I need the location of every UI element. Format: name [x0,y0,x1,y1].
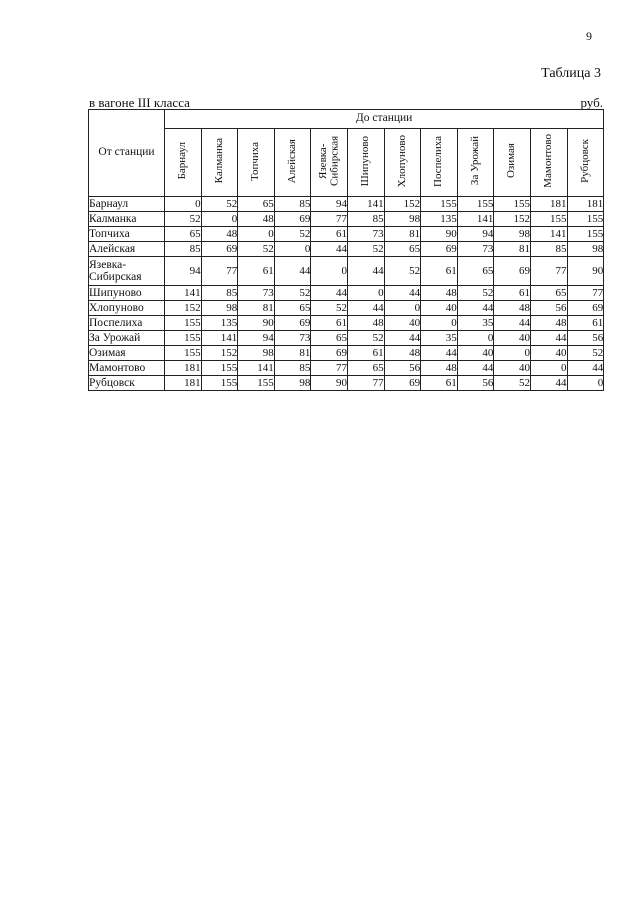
fare-cell: 155 [567,212,604,227]
fare-cell: 85 [530,242,567,257]
fare-cell: 56 [530,301,567,316]
fare-cell: 48 [201,227,238,242]
fare-cell: 152 [384,197,421,212]
fare-cell: 141 [201,331,238,346]
fare-cell: 52 [347,242,384,257]
fare-cell: 52 [274,286,311,301]
fare-cell: 81 [238,301,275,316]
fare-cell: 44 [457,301,494,316]
fare-cell: 94 [238,331,275,346]
column-header-label: Озимая [505,143,518,179]
fare-cell: 155 [201,361,238,376]
fare-cell: 65 [311,331,348,346]
fare-cell: 0 [238,227,275,242]
fare-cell: 44 [567,361,604,376]
column-header-station [384,129,421,197]
column-header-label: За Урожай [468,136,481,186]
fare-cell: 52 [494,376,531,391]
fare-cell: 40 [421,301,458,316]
fare-cell: 141 [530,227,567,242]
fare-cell: 61 [311,316,348,331]
fare-cell: 65 [165,227,202,242]
header-to-station: До станции [165,110,604,129]
column-header-station [567,129,604,197]
fare-cell: 77 [347,376,384,391]
fare-cell: 155 [201,376,238,391]
fare-cell: 52 [165,212,202,227]
fare-cell: 44 [384,331,421,346]
fare-cell: 135 [201,316,238,331]
fare-cell: 40 [530,346,567,361]
row-station-label: Язевка-Сибирская [89,257,165,286]
fare-cell: 73 [347,227,384,242]
fare-cell: 85 [347,212,384,227]
column-header-label: Шипуново [358,135,371,187]
table-row [89,316,604,331]
column-header-station [457,129,494,197]
fare-cell: 155 [165,316,202,331]
row-station-label: Рубцовск [89,376,165,391]
fare-cell: 44 [530,331,567,346]
fare-cell: 44 [384,286,421,301]
row-station-label: За Урожай [89,331,165,346]
fare-cell: 65 [530,286,567,301]
fare-cell: 0 [384,301,421,316]
fare-cell: 73 [274,331,311,346]
fare-cell: 90 [238,316,275,331]
fare-cell: 152 [201,346,238,361]
column-header-station [201,129,238,197]
fare-cell: 181 [567,197,604,212]
fare-cell: 48 [494,301,531,316]
fare-cell: 65 [347,361,384,376]
row-station-label: Поспелиха [89,316,165,331]
fare-cell: 152 [165,301,202,316]
fare-cell: 181 [165,376,202,391]
fare-cell: 0 [567,376,604,391]
column-header-label: Барнаул [176,142,189,180]
table-row [89,376,604,391]
row-station-label: Топчиха [89,227,165,242]
fare-cell: 44 [494,316,531,331]
fare-cell: 135 [421,212,458,227]
table-row [89,361,604,376]
table-row [89,346,604,361]
fare-cell: 40 [457,346,494,361]
fare-cell: 155 [238,376,275,391]
fare-cell: 155 [421,197,458,212]
column-header-label: Поспелиха [432,135,445,187]
column-header-station [347,129,384,197]
fare-cell: 44 [457,361,494,376]
fare-cell: 98 [274,376,311,391]
column-header-label: Алейская [285,138,298,184]
fare-cell: 69 [311,346,348,361]
fare-cell: 77 [311,212,348,227]
column-header-station [165,129,202,197]
fare-cell: 81 [494,242,531,257]
fare-cell: 44 [421,346,458,361]
column-header-station [494,129,531,197]
table-row [89,257,604,286]
fare-cell: 98 [238,346,275,361]
fare-cell: 56 [457,376,494,391]
fare-cell: 52 [201,197,238,212]
column-header-station [311,129,348,197]
fare-cell: 94 [457,227,494,242]
fare-cell: 0 [530,361,567,376]
fare-cell: 69 [274,212,311,227]
fare-cell: 90 [421,227,458,242]
fare-cell: 40 [494,331,531,346]
fare-cell: 94 [165,257,202,286]
fare-cell: 181 [530,197,567,212]
fare-cell: 0 [165,197,202,212]
fare-cell: 44 [311,286,348,301]
table-row [89,331,604,346]
table-row [89,197,604,212]
table-title: Таблица 3 [541,66,601,81]
fare-cell: 0 [311,257,348,286]
fare-cell: 48 [347,316,384,331]
fare-cell: 61 [421,257,458,286]
fare-cell: 98 [201,301,238,316]
fare-cell: 61 [311,227,348,242]
fare-cell: 155 [457,197,494,212]
fare-cell: 90 [311,376,348,391]
fare-cell: 61 [347,346,384,361]
fare-cell: 181 [165,361,202,376]
fare-cell: 69 [384,376,421,391]
fare-cell: 69 [274,316,311,331]
fare-cell: 52 [384,257,421,286]
table-row [89,301,604,316]
fare-cell: 141 [347,197,384,212]
fare-cell: 98 [567,242,604,257]
row-station-label: Озимая [89,346,165,361]
fare-cell: 141 [457,212,494,227]
fare-cell: 52 [567,346,604,361]
fare-cell: 44 [347,257,384,286]
fare-cell: 65 [384,242,421,257]
fare-table [88,109,604,391]
header-from-station: От станции [89,110,165,197]
fare-cell: 85 [274,361,311,376]
fare-cell: 155 [567,227,604,242]
column-header-label: Топчиха [249,141,262,181]
fare-cell: 155 [165,331,202,346]
fare-cell: 141 [238,361,275,376]
fare-cell: 98 [494,227,531,242]
fare-cell: 73 [238,286,275,301]
fare-cell: 61 [238,257,275,286]
fare-cell: 52 [457,286,494,301]
fare-cell: 35 [457,316,494,331]
column-header-station [238,129,275,197]
fare-cell: 40 [494,361,531,376]
fare-cell: 48 [384,346,421,361]
fare-cell: 141 [165,286,202,301]
fare-cell: 81 [384,227,421,242]
fare-cell: 0 [347,286,384,301]
fare-cell: 48 [421,286,458,301]
fare-cell: 85 [165,242,202,257]
fare-cell: 61 [567,316,604,331]
fare-cell: 48 [421,361,458,376]
fare-cell: 0 [201,212,238,227]
table-row [89,227,604,242]
fare-cell: 52 [347,331,384,346]
fare-cell: 69 [494,257,531,286]
fare-cell: 155 [165,346,202,361]
fare-cell: 44 [347,301,384,316]
column-header-label: Калманка [212,138,225,184]
fare-cell: 44 [311,242,348,257]
fare-cell: 52 [238,242,275,257]
fare-cell: 81 [274,346,311,361]
fare-cell: 155 [494,197,531,212]
column-header-label: Хлопуново [395,134,408,188]
fare-cell: 0 [494,346,531,361]
fare-cell: 90 [567,257,604,286]
fare-cell: 35 [421,331,458,346]
fare-cell: 69 [421,242,458,257]
fare-cell: 152 [494,212,531,227]
caption-class-label: в вагоне III класса [89,95,190,110]
row-station-label: Хлопуново [89,301,165,316]
column-header-station [274,129,311,197]
fare-cell: 85 [201,286,238,301]
fare-cell: 61 [494,286,531,301]
column-header-label: Мамонтово [541,134,554,188]
fare-cell: 65 [238,197,275,212]
fare-cell: 0 [457,331,494,346]
fare-cell: 94 [311,197,348,212]
fare-cell: 155 [530,212,567,227]
fare-cell: 48 [238,212,275,227]
fare-cell: 85 [274,197,311,212]
column-header-station [530,129,567,197]
fare-cell: 77 [311,361,348,376]
fare-cell: 52 [274,227,311,242]
row-station-label: Барнаул [89,197,165,212]
fare-cell: 44 [530,376,567,391]
fare-cell: 73 [457,242,494,257]
fare-cell: 56 [384,361,421,376]
page-number: 9 [586,29,592,43]
fare-cell: 65 [457,257,494,286]
fare-cell: 65 [274,301,311,316]
fare-cell: 40 [384,316,421,331]
fare-cell: 44 [274,257,311,286]
caption-currency: руб. [580,95,603,110]
row-station-label: Мамонтово [89,361,165,376]
row-station-label: Алейская [89,242,165,257]
column-header-station [421,129,458,197]
fare-cell: 48 [530,316,567,331]
fare-cell: 61 [421,376,458,391]
table-row [89,212,604,227]
row-station-label: Шипуново [89,286,165,301]
row-station-label: Калманка [89,212,165,227]
column-header-label: Язевка-Сибирская [316,135,341,187]
column-header-label: Рубцовск [578,139,591,183]
fare-cell: 98 [384,212,421,227]
fare-cell: 77 [201,257,238,286]
fare-cell: 69 [567,301,604,316]
table-row [89,286,604,301]
fare-cell: 69 [201,242,238,257]
fare-cell: 52 [311,301,348,316]
fare-cell: 56 [567,331,604,346]
fare-cell: 77 [567,286,604,301]
fare-cell: 0 [274,242,311,257]
table-row [89,242,604,257]
fare-cell: 0 [421,316,458,331]
fare-cell: 77 [530,257,567,286]
